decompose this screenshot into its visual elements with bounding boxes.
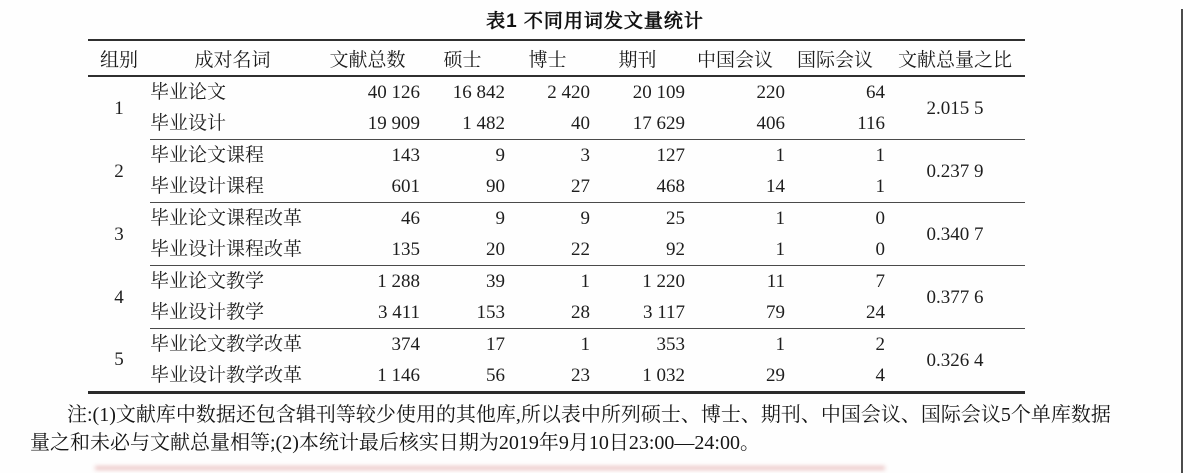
- table-row: [88, 234, 1025, 266]
- cell-journal: 3 117: [590, 297, 685, 329]
- col-header-total-docs: 文献总数: [315, 40, 420, 76]
- cell-master: 1 482: [420, 108, 505, 140]
- table-row: [88, 297, 1025, 329]
- cell-doctor: 40: [505, 108, 590, 140]
- cell-china-conf: 1: [775, 334, 785, 355]
- cell-master: 17: [486, 334, 505, 355]
- cell-term: 毕业设计教学改革: [150, 365, 303, 386]
- cell-china-conf: 220: [756, 82, 785, 103]
- cell-total-docs: 19 909: [315, 108, 420, 140]
- cell-doctor: 1: [580, 334, 590, 355]
- cell-group-id: 1: [114, 97, 124, 119]
- cell-journal: 17 629: [590, 108, 685, 140]
- pink-scan-artifact: [95, 466, 885, 470]
- cell-intl-conf: 24: [785, 297, 885, 329]
- cell-journal: 127: [656, 145, 685, 166]
- cell-intl-conf: 1: [785, 171, 885, 203]
- cell-term: 毕业设计课程改革: [150, 234, 315, 266]
- table-row: [88, 360, 1025, 393]
- cell-master: 16 842: [452, 82, 505, 103]
- cell-master: 9: [495, 208, 505, 229]
- cell-intl-conf: 2: [875, 334, 885, 355]
- cell-journal: 468: [590, 171, 685, 203]
- cell-master: 20: [420, 234, 505, 266]
- cell-china-conf: 1: [685, 234, 785, 266]
- table-title: 表1 不同用词发文量统计: [486, 11, 704, 32]
- table-row: [88, 76, 1025, 108]
- scanned-paper-page: [0, 9, 1190, 473]
- cell-doctor: 27: [505, 171, 590, 203]
- col-header-term: 成对名词: [150, 40, 315, 76]
- cell-term: 毕业论文: [150, 82, 227, 103]
- cell-journal: 92: [590, 234, 685, 266]
- cell-intl-conf: 0: [785, 234, 885, 266]
- header-row: [88, 40, 1025, 76]
- cell-total-docs: 374: [391, 334, 420, 355]
- cell-intl-conf: 0: [875, 208, 885, 229]
- page-edge-scan-artifact: [1181, 9, 1183, 473]
- cell-term: 毕业设计教学: [150, 297, 315, 329]
- cell-ratio: 2.015 5: [885, 76, 1025, 140]
- cell-term: 毕业设计课程: [150, 171, 315, 203]
- publication-stats-table: [88, 39, 1025, 394]
- cell-china-conf: 406: [685, 108, 785, 140]
- footnote-line: 注:(1)文献库中数据还包含辑刊等较少使用的其他库,所以表中所列硕士、博士、期刊、中国会议、国际会议5个单库数据: [67, 404, 1111, 426]
- cell-doctor: 28: [505, 297, 590, 329]
- cell-master: 39: [486, 271, 505, 292]
- table-row: [88, 140, 1025, 172]
- col-header-china-conf: 中国会议: [685, 40, 785, 76]
- cell-total-docs: 135: [315, 234, 420, 266]
- cell-doctor: 22: [505, 234, 590, 266]
- cell-doctor: 9: [580, 208, 590, 229]
- col-header-doctor: 博士: [505, 40, 590, 76]
- cell-term: 毕业论文课程: [150, 145, 265, 166]
- cell-china-conf: 14: [685, 171, 785, 203]
- cell-intl-conf: 1: [875, 145, 885, 166]
- cell-journal: 20 109: [632, 82, 685, 103]
- cell-total-docs: 1 288: [377, 271, 420, 292]
- cell-total-docs: 601: [315, 171, 420, 203]
- table-row: [88, 171, 1025, 203]
- cell-group-id: 5: [114, 349, 124, 371]
- cell-group-id: 4: [114, 286, 124, 308]
- cell-china-conf: 1: [775, 145, 785, 166]
- cell-doctor: 3: [580, 145, 590, 166]
- cell-master: 153: [420, 297, 505, 329]
- cell-term: 毕业论文教学: [150, 271, 265, 292]
- col-header-master: 硕士: [420, 40, 505, 76]
- col-header-group: 组别: [88, 40, 150, 76]
- cell-intl-conf: 7: [875, 271, 885, 292]
- footnote-line: 量之和未必与文献总量相等;(2)本统计最后核实日期为2019年9月10日23:00—24:00。: [30, 432, 760, 454]
- table-row: [88, 266, 1025, 298]
- cell-ratio: 0.326 4: [926, 349, 984, 371]
- cell-intl-conf: 116: [785, 108, 885, 140]
- cell-total-docs: 1 146: [377, 365, 420, 386]
- col-header-journal: 期刊: [590, 40, 685, 76]
- cell-journal: 353: [656, 334, 685, 355]
- col-header-ratio: 文献总量之比: [885, 40, 1025, 76]
- cell-group-id: 3: [114, 223, 124, 245]
- cell-total-docs: 3 411: [315, 297, 420, 329]
- cell-doctor: 1: [580, 271, 590, 292]
- cell-master: 56: [486, 365, 505, 386]
- cell-master: 90: [420, 171, 505, 203]
- cell-china-conf: 79: [685, 297, 785, 329]
- cell-journal: 1 220: [642, 271, 685, 292]
- cell-ratio: 0.340 7: [885, 203, 1025, 266]
- cell-term: 毕业论文课程改革: [150, 208, 303, 229]
- table-row: [88, 203, 1025, 235]
- cell-china-conf: 1: [775, 208, 785, 229]
- cell-total-docs: 143: [391, 145, 420, 166]
- cell-intl-conf: 64: [866, 82, 885, 103]
- cell-intl-conf: 4: [875, 365, 885, 386]
- cell-ratio: 0.377 6: [885, 266, 1025, 329]
- footnote: [30, 401, 1160, 457]
- cell-term: 毕业论文教学改革: [150, 334, 303, 355]
- cell-total-docs: 40 126: [367, 82, 420, 103]
- cell-journal: 25: [666, 208, 685, 229]
- col-header-intl-conf: 国际会议: [785, 40, 885, 76]
- cell-total-docs: 46: [401, 208, 420, 229]
- cell-master: 9: [495, 145, 505, 166]
- table-row: [88, 329, 1025, 361]
- cell-china-conf: 29: [766, 365, 785, 386]
- table-row: [88, 108, 1025, 140]
- cell-term: 毕业设计: [150, 108, 315, 140]
- cell-doctor: 23: [571, 365, 590, 386]
- cell-ratio: 0.237 9: [885, 140, 1025, 203]
- cell-doctor: 2 420: [547, 82, 590, 103]
- cell-journal: 1 032: [642, 365, 685, 386]
- cell-china-conf: 11: [766, 271, 785, 292]
- cell-group-id: 2: [114, 160, 124, 182]
